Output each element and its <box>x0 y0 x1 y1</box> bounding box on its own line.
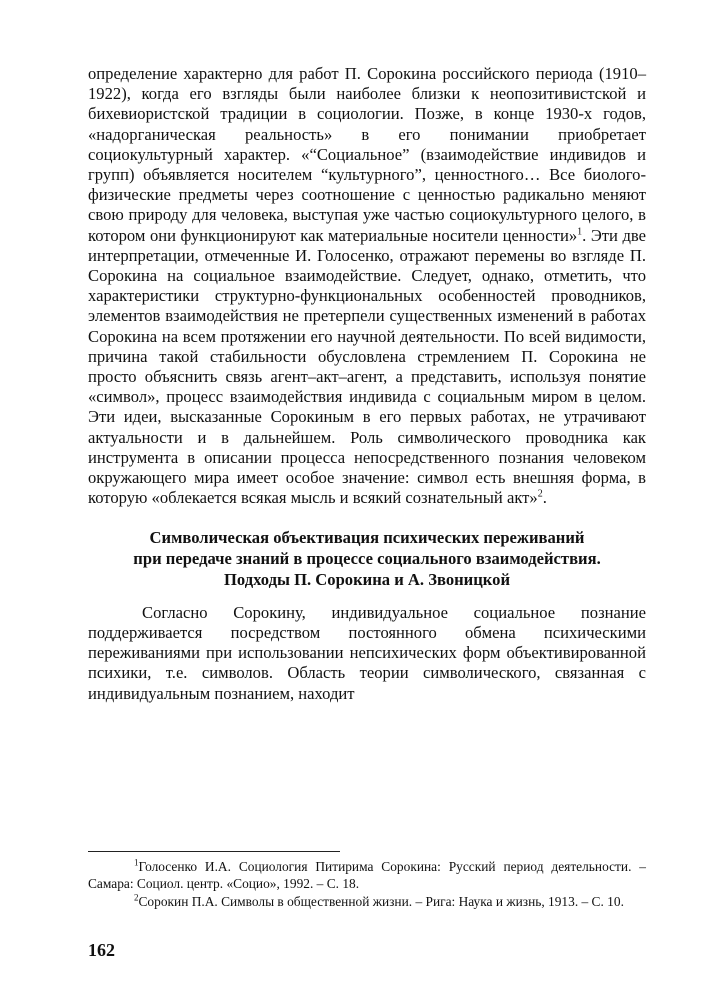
section-heading-line-3: Подходы П. Сорокина и А. Звоницкой <box>223 570 510 590</box>
footnote-ref-2[interactable]: 2 <box>537 488 543 500</box>
footnote-2-text: Сорокин П.А. Символы в общественной жизни. – Рига: Наука и жизнь, 1913. – С. 10. <box>138 893 624 909</box>
page-number: 162 <box>88 940 115 960</box>
footnote-1-number: 1 <box>134 857 139 868</box>
paragraph-2: Согласно Сорокину, индивидуальное социальное познание поддерживается посредством постоянного обмена психическими переживаниями при использовании непсихических форм объективированной психики, т.е. символов. Область теории символического, связанная с индивидуальным познанием, находит <box>88 602 646 703</box>
page-body <box>88 64 646 704</box>
paragraph-1-text-c: . <box>542 488 547 508</box>
section-heading-line-2: при передаче знаний в процессе социального взаимодействия. <box>133 549 601 569</box>
footnote-1 <box>88 858 646 893</box>
paragraph-1 <box>88 64 646 508</box>
section-heading-line-1: Символическая объективация психических переживаний <box>149 528 585 548</box>
footnotes <box>88 858 646 910</box>
footnote-2-number: 2 <box>134 892 139 903</box>
paragraph-1-text-a: определение характерно для работ П. Сорокина российского периода (1910–1922), когда его взгляды были наиболее близки к неопозитивистской и бихевиористской традиции в социологии. Позже, в конце 1930-х годов, «надорганическая реальность» в его понимании приобретает социокультурный характер. «“Социальное” (взаимодействие индивидов и групп) объявляется носителем “культурного”, ценностного… Все биолого-физические предметы через соотношение с ценностью радикально меняют свою природу для человека, выступая уже частью социокультурного целого, в котором они функционируют как материальные носители ценности» <box>88 64 646 245</box>
footnote-divider <box>88 851 340 852</box>
footnote-1-text: Голосенко И.А. Социология Питирима Сорокина: Русский период деятельности. – Самара: Социол. центр. «Социо», 1992. – С. 18. <box>88 859 646 892</box>
footnote-ref-1[interactable]: 1 <box>577 226 583 238</box>
paragraph-1-text-b: . Эти две интерпретации, отмеченные И. Голосенко, отражают перемены во взгляде П. Сорокина на социальное взаимодействие. Следует, однако, отметить, что характеристики структурно-функциональных особенностей проводников, элементов взаимодействия не претерпели существенных изменений в работах Сорокина на всем протяжении его научной деятельности. По всей видимости, причина такой стабильности обусловлена стремлением П. Сорокина не просто объяснить связь агент–акт–агент, а представить, используя понятие «символ», процесс взаимодействия индивида с социальным миром в целом. Эти идеи, высказанные Сорокиным в его первых работах, не утрачивают актуальности и в дальнейшем. Роль символического проводника как инструмента в описании процесса непосредственного познания человеком окружающего мира имеет особое значение: символ есть внешняя форма, в которую «облекается всякая мысль и всякий сознательный акт» <box>88 225 646 508</box>
footnote-2 <box>88 893 646 910</box>
section-heading <box>88 528 646 590</box>
